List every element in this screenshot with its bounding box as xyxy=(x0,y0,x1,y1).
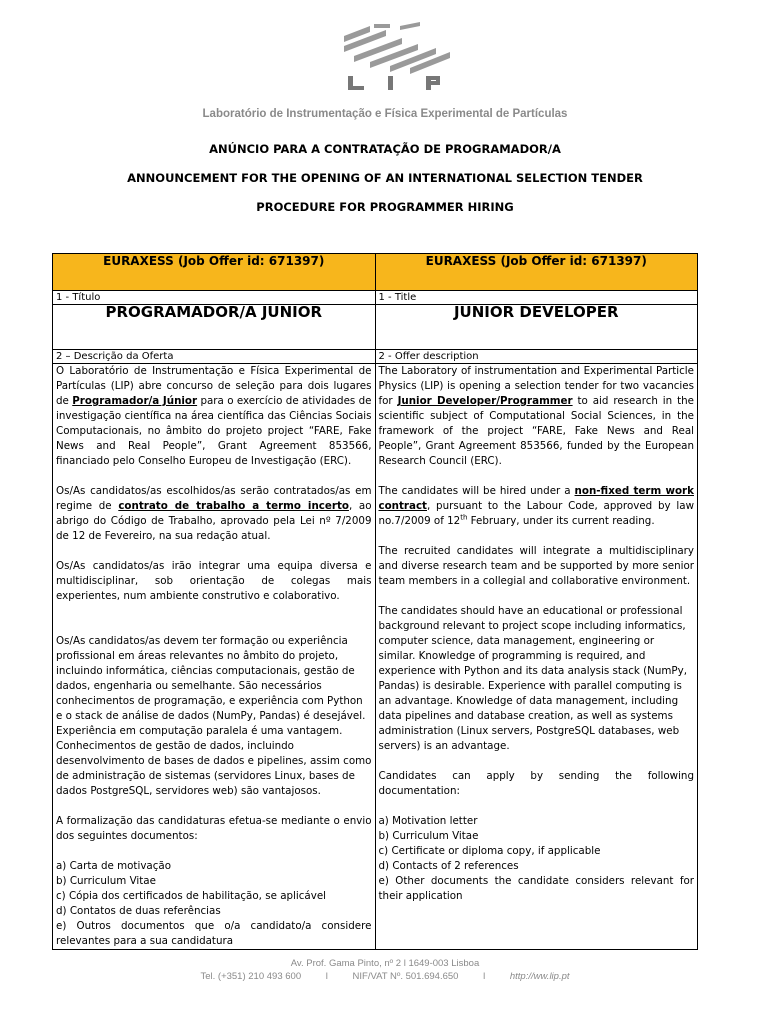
footer-website-link[interactable]: http://ww.lip.pt xyxy=(509,971,570,982)
lip-logo xyxy=(340,22,454,94)
euraxess-header-left: EURAXESS (Job Offer id: 671397) xyxy=(53,254,376,291)
pt-paragraph-1 xyxy=(56,364,372,469)
list-item: d) Contatos de duas referências xyxy=(56,905,221,917)
en-documents-list xyxy=(379,814,695,904)
pt-paragraph-5: A formalização das candidaturas efetua-se mediante o envio dos seguintes documentos: xyxy=(56,815,372,842)
pt-p2-contract: contrato de trabalho a termo incerto xyxy=(118,500,349,512)
en-paragraph-3: The recruited candidates will integrate a multidisciplinary and diverse research team and be supported by more senior team members in a collegial and collaborative environment. xyxy=(378,545,694,587)
en-p2-contract: non-fixed term work contract xyxy=(378,485,694,512)
footer-address: Av. Prof. Gama Pinto, nº 2 l 1649-003 Lisboa xyxy=(290,958,480,969)
list-item: b) Curriculum Vitae xyxy=(56,875,156,887)
job-title-en: JUNIOR DEVELOPER xyxy=(375,305,698,350)
footer-separator: l xyxy=(325,971,328,982)
en-p1-role: Junior Developer/Programmer xyxy=(397,395,573,407)
offer-description-row xyxy=(53,364,698,950)
euraxess-header-row xyxy=(53,254,698,291)
pt-p2-text-end: , ao abrigo do Código de Trabalho, aprovado pela Lei nº 7/2009 de 12 de Fevereiro, na sua redação atual. xyxy=(56,500,372,542)
pt-p1-text: O Laboratório de Instrumentação e Física Experimental de Partículas (LIP) abre concurso de seleção para dois lugares de xyxy=(56,365,372,407)
pt-p1-text-end: para o exercício de atividades de investigação científica na área científica das Ciências Sociais Computacionais, no âmbito do projeto project “FARE, Fake News and Real People”, Grant Agreement 853566, financiado pelo Conselho Europeu de Investigação (ERC). xyxy=(56,395,372,467)
section-2-row xyxy=(53,350,698,364)
title-pt: ANÚNCIO PARA A CONTRATAÇÃO DE PROGRAMADOR/A xyxy=(209,142,561,156)
title-en-line-1: ANNOUNCEMENT FOR THE OPENING OF AN INTERNATIONAL SELECTION TENDER xyxy=(127,171,643,185)
en-p2-text-end: February, under its current reading. xyxy=(467,515,655,527)
en-p1-text-end: to aid research in the scientific subject of Computational Social Sciences, in the framework of the project “FARE, Fake News and Real People”, Grant Agreement 853566, funded by the European Research Council (ERC). xyxy=(378,395,694,467)
pt-paragraph-2 xyxy=(56,484,372,544)
list-item: c) Certificate or diploma copy, if applicable xyxy=(378,845,601,857)
title-en-line-2: PROCEDURE FOR PROGRAMMER HIRING xyxy=(256,200,514,214)
section-2-label-en: 2 - Offer description xyxy=(375,350,698,364)
list-item: e) Other documents the candidate considers relevant for their application xyxy=(378,875,694,902)
list-item: d) Contacts of 2 references xyxy=(378,860,519,872)
section-1-label-en: 1 - Title xyxy=(375,291,698,305)
en-p2-superscript: th xyxy=(460,513,468,522)
list-item: b) Curriculum Vitae xyxy=(378,830,479,842)
pt-p1-role: Programador/a Júnior xyxy=(72,395,198,407)
job-offer-table xyxy=(52,253,698,950)
footer-separator: l xyxy=(483,971,486,982)
en-paragraph-2 xyxy=(379,484,695,529)
en-p2-text: The candidates will be hired under a xyxy=(378,485,575,497)
list-item: a) Carta de motivação xyxy=(56,860,172,872)
en-paragraph-5: Candidates can apply by sending the following documentation: xyxy=(378,770,694,797)
en-p1-text: The Laboratory of instrumentation and Experimental Particle Physics (LIP) is opening a selection tender for two vacancies for xyxy=(378,365,694,407)
footer-vat: NIF/VAT Nº. 501.694.650 xyxy=(352,971,459,982)
footer-phone: Tel. (+351) 210 493 600 xyxy=(200,971,302,982)
en-p2-text-mid: , pursuant to the Labour Code, approved by law no.7/2009 of 12 xyxy=(378,500,694,527)
section-1-label-pt: 1 - Título xyxy=(53,291,376,305)
pt-p2-text: Os/As candidatos/as escolhidos/as serão contratados/as em regime de xyxy=(56,485,372,512)
euraxess-header-right: EURAXESS (Job Offer id: 671397) xyxy=(375,254,698,291)
job-title-pt: PROGRAMADOR/A JUNIOR xyxy=(53,305,376,350)
footer-contacts xyxy=(0,971,770,982)
pt-paragraph-4: Os/As candidatos/as devem ter formação ou experiência profissional em áreas relevantes no âmbito do projeto, incluindo informática, ciências computacionais, gestão de dados, engenharia ou semelhante. São necessários conhecimentos de programação, e experiência com Python e o stack de análise de dados (NumPy, Pandas) é desejável. Experiência em computação paralela é uma vantagem. Conhecimentos de gestão de dados, incluindo desenvolvimento de bases de dados e pipelines, assim como de administração de sistemas (servidores Linux, bases de dados PostgreSQL, servidores web) são vantajosos. xyxy=(56,635,372,797)
list-item: c) Cópia dos certificados de habilitação, se aplicável xyxy=(56,890,327,902)
offer-description-en xyxy=(375,364,698,950)
lab-name: Laboratório de Instrumentação e Física Experimental de Partículas xyxy=(202,108,568,120)
list-item: a) Motivation letter xyxy=(378,815,478,827)
section-2-label-pt: 2 – Descrição da Oferta xyxy=(53,350,376,364)
job-title-row xyxy=(53,305,698,350)
offer-description-pt xyxy=(53,364,376,950)
pt-documents-list xyxy=(56,859,372,949)
en-paragraph-4: The candidates should have an educational or professional background relevant to project scope including informatics, computer science, data management, engineering or similar. Knowledge of programming is required, and experience with Python and its data analysis stack (NumPy, Pandas) is desirable. Experience with parallel computing is an advantage. Knowledge of data management, including data pipelines and database creation, as well as systems administration (Linux servers, PostgreSQL databases, web servers) is an advantage. xyxy=(378,605,687,752)
pt-paragraph-3: Os/As candidatos/as irão integrar uma equipa diversa e multidisciplinar, sob orientação de colegas mais experientes, num ambiente construtivo e colaborativo. xyxy=(56,560,372,602)
list-item: e) Outros documentos que o/a candidato/a considere relevantes para a sua candidatura xyxy=(56,920,372,947)
en-paragraph-1 xyxy=(379,364,695,469)
